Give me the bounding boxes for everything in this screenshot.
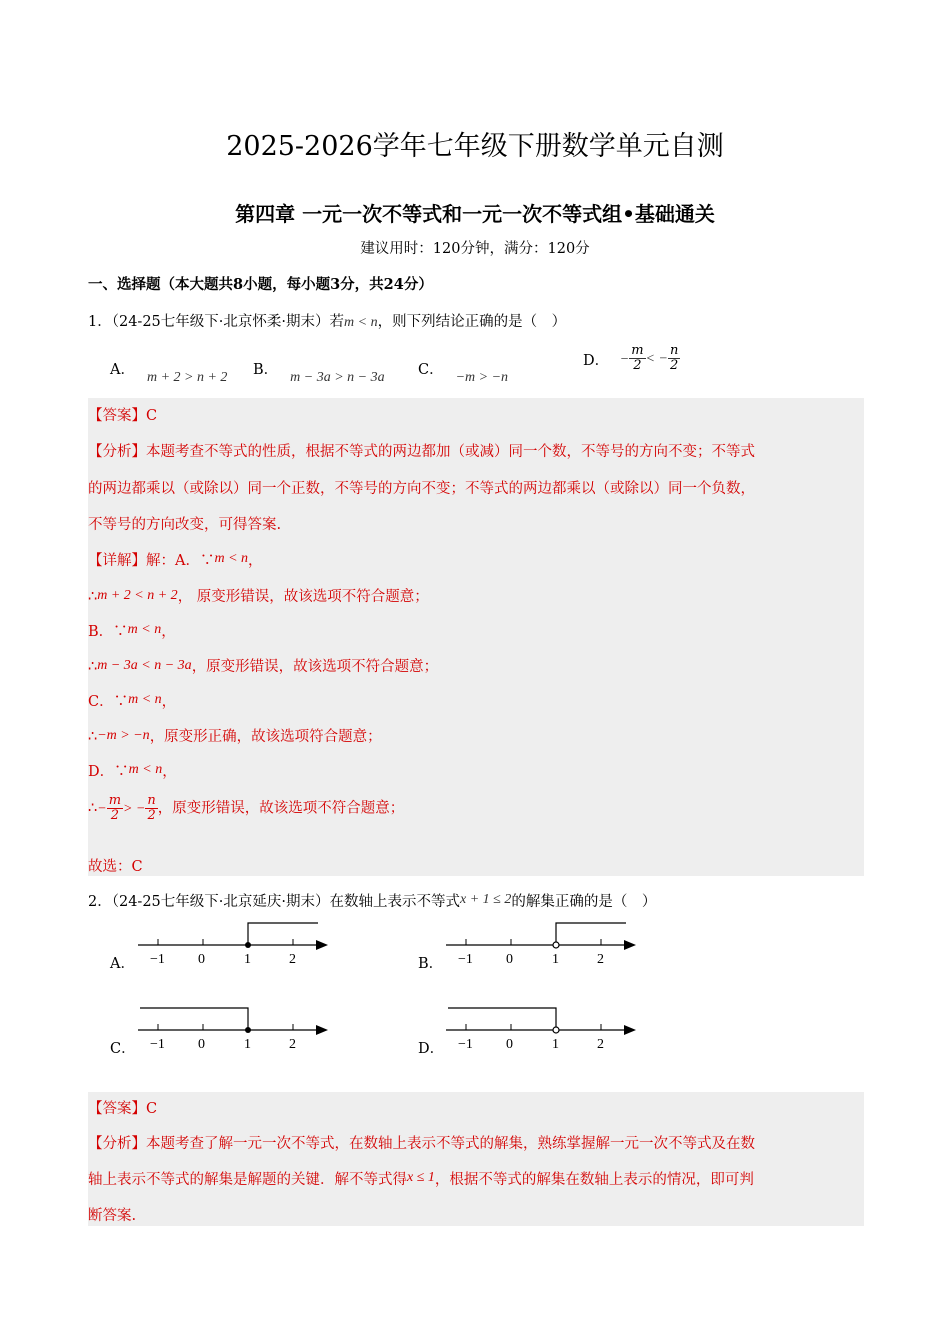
fraction-m-over-2 [629, 344, 645, 373]
option-b[interactable] [253, 358, 385, 385]
chapter-subtitle: 第四章 一元一次不等式和一元一次不等式组•基础通关 [235, 202, 715, 226]
condition-expr: m < n [127, 622, 162, 637]
arrow-head [624, 940, 636, 950]
solution-range [448, 1008, 556, 1027]
tick-label: 0 [506, 1037, 513, 1052]
tick-label: −1 [150, 952, 165, 967]
fraction-n-over-2 [145, 794, 157, 823]
option-label: D． [583, 352, 610, 369]
condition-expr: m < n [344, 315, 378, 330]
tick-label: 2 [597, 952, 604, 967]
detail-line-b [88, 620, 176, 641]
derived-expr: −m > −n [97, 728, 150, 743]
number-line-b [438, 915, 648, 970]
option-label: C． [418, 362, 444, 378]
tick-label: −1 [458, 952, 473, 967]
minus-sign: − [97, 801, 107, 817]
comma: ， [248, 553, 263, 569]
fraction-n-over-2 [668, 344, 680, 373]
question-tail: ，则下列结论正确的是（ ） [377, 314, 567, 330]
therefore-symbol: ∴ [88, 729, 98, 745]
answer-line: 【答案】C [88, 408, 158, 424]
number-line-d [438, 1000, 648, 1055]
question-tail: 的解集正确的是（ ） [511, 894, 657, 910]
solution-expr: x ≤ 1 [407, 1170, 435, 1185]
conclusion: 故选：C [88, 859, 143, 875]
option-a[interactable]: A． [110, 956, 135, 972]
answer-box-2 [88, 1092, 864, 1226]
denominator: 2 [110, 808, 119, 823]
analysis-line-2: 的两边都乘以（或除以）同一个正数，不等号的方向不变；不等式的两边都乘以（或除以）同一个负数， [88, 481, 755, 497]
tick-label: 2 [289, 1037, 296, 1052]
verdict-text: ，原变形错误，故该选项不符合题意； [191, 659, 439, 675]
numerator: n [669, 343, 679, 358]
option-label: B． [253, 362, 279, 378]
answer-line: 【答案】C [88, 1101, 158, 1117]
analysis-line-1: 【分析】本题考查了解一元一次不等式，在数轴上表示不等式的解集，熟练掌握解一元一次不等式及在数 [88, 1136, 755, 1152]
number-line-c [130, 1000, 340, 1055]
tick-label: 1 [244, 952, 251, 967]
detail-line-d2 [88, 794, 404, 823]
tick-label: 0 [198, 1037, 205, 1052]
verdict-text: ，原变形正确，故该选项符合题意； [149, 729, 382, 745]
therefore-symbol: ∴ [88, 800, 98, 817]
because-symbol: ∵ [199, 553, 215, 569]
fraction-m-over-2 [107, 794, 123, 823]
condition-expr: m < n [214, 551, 249, 566]
option-label: A． [110, 362, 135, 378]
numerator: m [631, 343, 644, 358]
tick-label: 0 [506, 952, 513, 967]
tick-label: 1 [552, 1037, 559, 1052]
detail-head: 【详解】解：A． [88, 553, 200, 569]
page-title: 2025-2026学年七年级下册数学单元自测 [226, 131, 724, 162]
arrow-head [624, 1025, 636, 1035]
question-source: （24-25七年级下·北京延庆·期末）在数轴上表示不等式 [111, 894, 461, 910]
comma: ， [161, 624, 176, 640]
detail-line-a2 [88, 585, 429, 606]
denominator: 2 [669, 358, 679, 373]
because-symbol: ∵ [113, 694, 129, 710]
solution-range [140, 1008, 248, 1030]
detail-line-c2 [88, 725, 382, 746]
verdict-text: ，原变形错误，故该选项不符合题意； [157, 800, 405, 817]
detail-line-b2 [88, 655, 438, 676]
because-symbol: ∵ [113, 624, 128, 640]
denominator: 2 [147, 808, 156, 823]
analysis-text: 轴上表示不等式的解集是解题的关键．解不等式得 [88, 1172, 407, 1188]
tick-label: 2 [289, 952, 296, 967]
question-number: 1． [88, 314, 112, 330]
condition-expr: m < n [128, 692, 162, 707]
because-symbol: ∵ [114, 764, 129, 780]
verdict-text: ， 原变形错误，故该选项不符合题意； [177, 589, 429, 605]
section-heading: 一、选择题（本大题共8小题，每小题3分，共24分） [88, 276, 433, 293]
solution-range [248, 923, 318, 945]
tick-label: 1 [244, 1037, 251, 1052]
option-label: B． [88, 624, 114, 640]
question-2-stem [88, 890, 656, 911]
comma: ， [161, 694, 177, 710]
tick-label: 1 [552, 952, 559, 967]
detail-line-c [88, 690, 176, 711]
minus-sign: − [619, 351, 630, 367]
number-line-a [130, 915, 340, 970]
option-label: C． [88, 694, 114, 710]
derived-expr: m + 2 < n + 2 [97, 588, 178, 603]
option-expr: m − 3a > n − 3a [290, 370, 385, 385]
numerator: n [147, 793, 156, 808]
option-label: D． [88, 764, 115, 780]
option-d[interactable]: D． [418, 1041, 445, 1057]
comma: ， [162, 764, 177, 780]
analysis-text: ，根据不等式的解集在数轴上表示的情况，即可判 [434, 1172, 754, 1188]
option-b[interactable]: B． [418, 956, 444, 972]
analysis-line-3: 不等号的方向改变，可得答案. [88, 517, 282, 533]
time-score-info: 建议用时：120分钟，满分：120分 [360, 241, 590, 257]
closed-point [245, 942, 251, 948]
operator: < − [645, 351, 668, 367]
tick-label: 0 [198, 952, 205, 967]
tick-label: 2 [597, 1037, 604, 1052]
arrow-head [316, 1025, 328, 1035]
condition-expr: m < n [128, 762, 163, 777]
analysis-line-2 [88, 1168, 754, 1189]
question-1-stem [88, 310, 566, 331]
closed-point [245, 1027, 251, 1033]
open-point [553, 942, 559, 948]
option-c[interactable]: C． [110, 1041, 136, 1057]
tick-label: −1 [458, 1037, 473, 1052]
option-c[interactable] [418, 358, 509, 385]
question-number: 2． [88, 894, 112, 910]
solution-range [556, 923, 626, 942]
option-expr: −m > −n [455, 370, 509, 385]
numerator: m [108, 793, 122, 808]
therefore-symbol: ∴ [88, 659, 98, 675]
open-point [553, 1027, 559, 1033]
option-d[interactable] [583, 344, 680, 373]
arrow-head [316, 940, 328, 950]
detail-line-d [88, 760, 177, 781]
operator: > − [123, 801, 146, 817]
analysis-line-3: 断答案. [88, 1208, 137, 1224]
tick-label: −1 [150, 1037, 165, 1052]
question-source: （24-25七年级下·北京怀柔·期末）若 [111, 314, 345, 330]
derived-expr: m − 3a < n − 3a [97, 658, 192, 673]
analysis-line-1: 【分析】本题考查不等式的性质，根据不等式的两边都加（或减）同一个数，不等号的方向不变；不等式 [88, 444, 755, 460]
option-expr: m + 2 > n + 2 [146, 370, 228, 385]
option-a[interactable] [110, 358, 228, 385]
therefore-symbol: ∴ [88, 589, 98, 605]
denominator: 2 [633, 358, 642, 373]
inequality-expr: x + 1 ≤ 2 [460, 892, 512, 907]
detail-line-a [88, 549, 263, 570]
